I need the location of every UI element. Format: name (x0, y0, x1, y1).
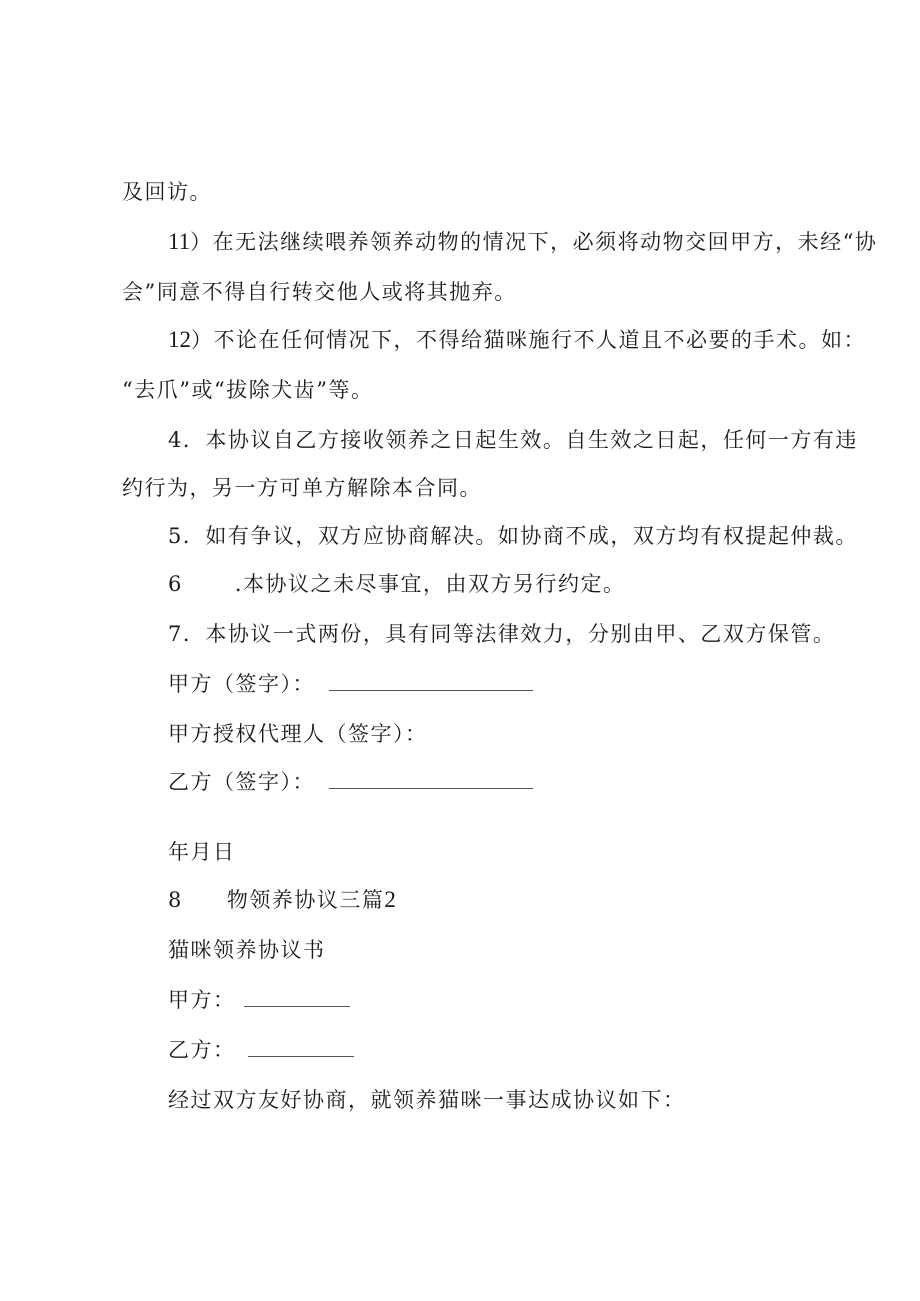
section-heading (168, 886, 396, 914)
signature-label: 甲方（签字）： (168, 672, 315, 696)
clause-text: ）在无法继续喂养领养动物的情况下，必须将动物交回甲方，未经“协 (190, 230, 878, 254)
party-a-blank[interactable] (244, 988, 350, 1007)
signature-party-a-agent (168, 720, 428, 748)
text-line (168, 1086, 686, 1114)
clause-text: 4．本协议自乙方接收领养之日起生效。自生效之日起，任何一方有违 (168, 428, 858, 452)
section-title: 物领养协议三篇 (226, 888, 385, 912)
clause-text: 7．本协议一式两份，具有同等法律效力，分别由甲、乙双方保管。 (168, 622, 836, 646)
text-line (122, 178, 212, 206)
party-a-label: 甲方： (168, 988, 236, 1012)
clause-4 (168, 426, 858, 454)
clause-7 (168, 620, 835, 648)
clause-6 (168, 570, 626, 598)
signature-label: 乙方（签字）： (168, 770, 315, 794)
signature-party-a (168, 670, 533, 698)
signature-blank[interactable] (329, 672, 533, 691)
clause-number: 6 (168, 572, 183, 596)
signature-label: 甲方授权代理人（签字）： (168, 722, 428, 746)
text-line (122, 278, 517, 306)
agreement-title (168, 936, 326, 964)
party-b-field (168, 1036, 354, 1064)
clause-text: .本协议之未尽事宜，由双方另行约定。 (234, 572, 626, 596)
date-line (168, 838, 236, 866)
party-a-field (168, 986, 350, 1014)
clause-text: 5．如有争议，双方应协商解决。如协商不成，双方均有权提起仲裁。 (168, 524, 858, 548)
agreement-title-text: 猫咪领养协议书 (168, 938, 326, 962)
text-line (122, 474, 482, 502)
party-b-blank[interactable] (248, 1038, 354, 1057)
clause-5 (168, 522, 858, 550)
clause-text: ）不论在任何情况下，不得给猫咪施行不人道且不必要的手术。如： (191, 328, 866, 352)
section-suffix: 2 (384, 887, 396, 912)
date-label: 年月日 (168, 840, 236, 864)
clause-12 (168, 326, 866, 354)
line-text: 及回访。 (122, 180, 212, 204)
clause-number: 11 (168, 229, 191, 254)
section-number: 8 (168, 888, 183, 912)
line-text: “去爪”或“拔除犬齿”等。 (122, 378, 374, 402)
clause-11 (168, 228, 877, 256)
line-text: 经过双方友好协商，就领养猫咪一事达成协议如下： (168, 1088, 686, 1112)
party-b-label: 乙方： (168, 1038, 236, 1062)
signature-blank[interactable] (329, 770, 533, 789)
line-text: 约行为，另一方可单方解除本合同。 (122, 476, 482, 500)
signature-party-b (168, 768, 533, 796)
line-text: 会”同意不得自行转交他人或将其抛弃。 (122, 280, 517, 304)
clause-number: 12 (168, 327, 191, 352)
text-line (122, 376, 373, 404)
